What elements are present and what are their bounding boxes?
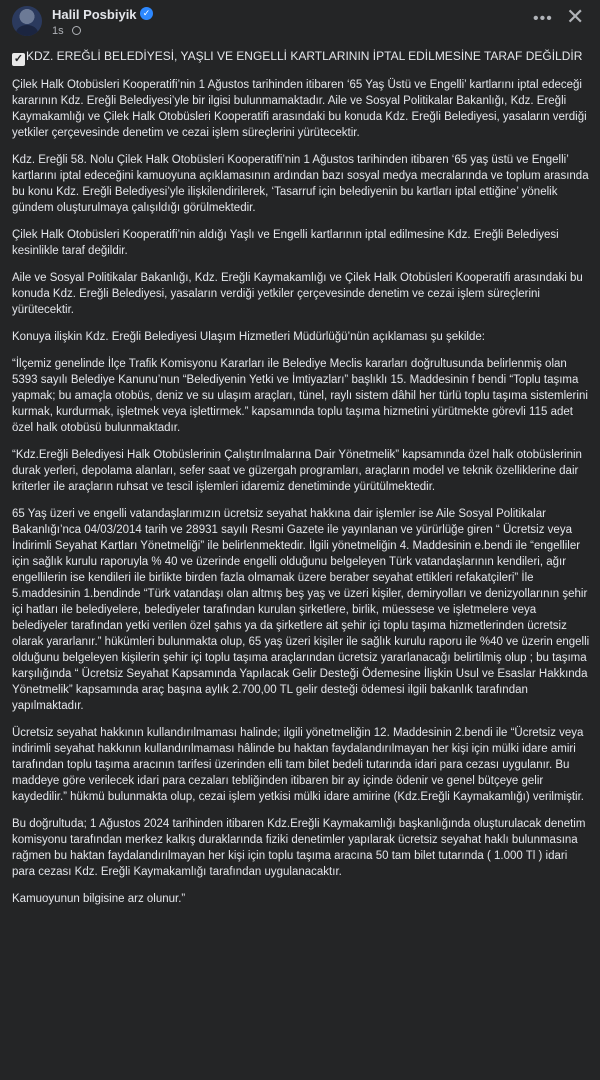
close-icon[interactable]: ✕: [566, 4, 585, 29]
paragraph-6: “İlçemiz genelinde İlçe Trafik Komisyonu Kararları ile Belediye Meclis kararları doğrultusunda belirlenmiş olan 5393 sayılı Belediye Kanunu’nun “Belediyenin Yetki ve İmtiyazları” başlıklı 15. Maddesinin f bendi “Toplu taşıma yapmak; bu amaçla otobüs, deniz ve su ulaşım araçları, tünel, raylı sistem dâhil her türlü toplu taşıma sistemlerini kurmak, kurdurmak, işletmek veya işlettirmek.” kapsamında toplu taşıma hizmetini yürütmekte görevli 115 adet özel halk otobüsü bulunmaktadır.: [12, 358, 588, 434]
paragraph-10: Bu doğrultuda; 1 Ağustos 2024 tarihinden itibaren Kdz.Ereğli Kaymakamlığı başkanlığında oluşturulacak denetim komisyonu tarafından merkez kalkış duraklarında fiziki denetimler yapılarak ücretsiz seyahat haklı bulunmasına rağmen bu haktan faydalandırılmayan her kişi için toplu taşıma aracına 50 tam bilet tutarında ( 1.000 Tl ) idari para cezası Kdz. Ereğli Kaymakamlığı tarafından uygulanacaktır.: [12, 818, 586, 878]
paragraph-5: Konuya ilişkin Kdz. Ereğli Belediyesi Ulaşım Hizmetleri Müdürlüğü’nün açıklaması şu şekilde:: [12, 331, 485, 343]
paragraph-3: Çilek Halk Otobüsleri Kooperatifi’nin aldığı Yaşlı ve Engelli kartlarının iptal edilmesine Kdz. Ereğli Belediyesi kesinlikle taraf değildir.: [12, 229, 559, 257]
post-meta: [52, 25, 81, 37]
avatar[interactable]: [12, 6, 42, 36]
post-title-line: [12, 48, 590, 66]
post-header: [0, 0, 600, 48]
paragraph-7: “Kdz.Ereğli Belediyesi Halk Otobüslerinin Çalıştırılmalarına Dair Yönetmelik” kapsamında özel halk otobüslerinin durak yerleri, depolama alanları, sefer saat ve güzergah programları, araçların model ve teknik özelliklerine dair kriterler ile araçların ruhsat ve tescil işlemleri idaremiz denetiminde yürütülmektedir.: [12, 449, 582, 493]
globe-icon: [72, 26, 81, 35]
verified-badge-icon: ✓: [140, 7, 153, 20]
paragraph-11: Kamuoyunun bilgisine arz olunur.”: [12, 893, 186, 905]
author-name[interactable]: Halil Posbiyik: [52, 7, 137, 22]
paragraph-9: Ücretsiz seyahat hakkının kullandırılmaması halinde; ilgili yönetmeliğin 12. Maddesinin 2.bendi ile “Ücretsiz veya indirimli seyahat hakkının kullandırılmaması hâlinde bu haktan faydalandırılmayan her kişi için mülki idare amiri tarafından toplu taşıma aracının tarifesi üzerinden elli tam bilet bedeli tutarında idari para cezası uygulanır. Bu maddeye göre verilecek idari para cezaları tebliğinden itibaren bir ay içinde ödenir ve genel bütçeye gelir kaydedilir.” hükmü bulunmakta olup, cezai işlem yetkisi mülki idare amirine (Kdz.Ereğli Kaymakamlığı) verilmiştir.: [12, 727, 585, 803]
paragraph-1: Çilek Halk Otobüsleri Kooperatifi’nin 1 Ağustos tarihinden itibaren ‘65 Yaş Üstü ve Engelli’ kartlarını iptal edeceği kararının Kdz. Ereğli Belediyesi’yle bir ilgisi bulunmamaktadır. Aile ve Sosyal Politikalar Bakanlığı, Kdz. Ereğli Kaymakamlığı ve Çilek Halk Otobüsleri Kooperatifi arasındaki bu konuda Kdz. Ereğli Belediyesi, yasaların verdiği yetkiler çerçevesinde denetim ve cezai işlem süreçlerini yürütecektir.: [12, 79, 587, 139]
post-time[interactable]: 1s: [52, 25, 64, 37]
paragraph-4: Aile ve Sosyal Politikalar Bakanlığı, Kdz. Ereğli Kaymakamlığı ve Çilek Halk Otobüsleri Kooperatifi arasındaki bu konuda Kdz. Ereğli Belediyesi, yasaların verdiği yetkiler çerçevesinde denetim ve cezai işlem süreçlerini yürütecektir.: [12, 272, 583, 316]
avatar-silhouette: [16, 25, 38, 36]
check-mark-icon: ✓: [13, 53, 24, 65]
more-options-icon[interactable]: •••: [533, 10, 553, 27]
post-body: [12, 48, 590, 918]
post-title: KDZ. EREĞLİ BELEDİYESİ, YAŞLI VE ENGELLİ KARTLARININ İPTAL EDİLMESİNE TARAF DEĞİLDİR: [26, 49, 583, 63]
paragraph-2: Kdz. Ereğli 58. Nolu Çilek Halk Otobüsleri Kooperatifi’nin 1 Ağustos tarihinden itibaren ‘65 yaş üstü ve Engelli’ kartlarını iptal edeceğini kamuoyuna açıklamasının ardından bazı sosyal medya mecralarında ve toplum arasında bu konu Kdz. Ereğli Belediyesi’yle ilişkilendirilerek, ‘Tasarruf için belediyenin bu kartları iptal ettiğine’ yönelik gündem oluşturulmaya çalışıldığı görülmektedir.: [12, 154, 589, 214]
paragraph-8: 65 Yaş üzeri ve engelli vatandaşlarımızın ücretsiz seyahat hakkına dair işlemler ise Aile Sosyal Politikalar Bakanlığı’nca 04/03/2014 tarih ve 28931 sayılı Resmi Gazete ile yayınlanan ve yürürlüğe giren “ Ücretsiz veya İndirimli Seyahat Kartları Yönetmeliği” ile belirlenmektedir. İlgili yönetmeliğin 4. Maddesinin e.bendi ile “engelliler için sağlık kurulu raporuyla % 40 ve üzerinde engelli olduğunu belgeleyen Türk vatandaşlarının kendileri, ağır engellilerin ise kendileri ile birlikte birden fazla olmamak üzere beraber seyahat ettikleri refakatçileri” İle 5.maddesinin 1.bendinde “Türk vatandaşı olan altmış beş yaş ve üzeri kişiler, demiryolları ve denizyollarının şehir içi hatları ile belediyelere, belediyeler tarafından kurulan şirketlere, birlik, müessese ve işletmelere veya belediyeler tarafından yetki verilen özel şahıs ya da şirketlere ait şehir içi toplu taşıma hizmetlerinden ücretsiz olarak yararlanır.” hükümleri bulunmakta olup, 65 yaş üzeri kişiler ile sağlık kurulu raporu ile %40 ve üzerin engelli olduğunu belgeleyen kişilerin şehir içi toplu taşıma araçlarından ücretsiz yararlanacağı belirtilmiş olup ; bu taşıma karşılığında “ Ücretsiz Seyahat Kapsamında Yapılacak Gelir Desteği Ödemesine İlişkin Usul ve Esaslar Hakkında Yönetmelik” kapsamında araç başına aylık 2.700,00 TL gelir desteği ödemesi ilgili bakanlık tarafından yapılmaktadır.: [12, 508, 590, 712]
